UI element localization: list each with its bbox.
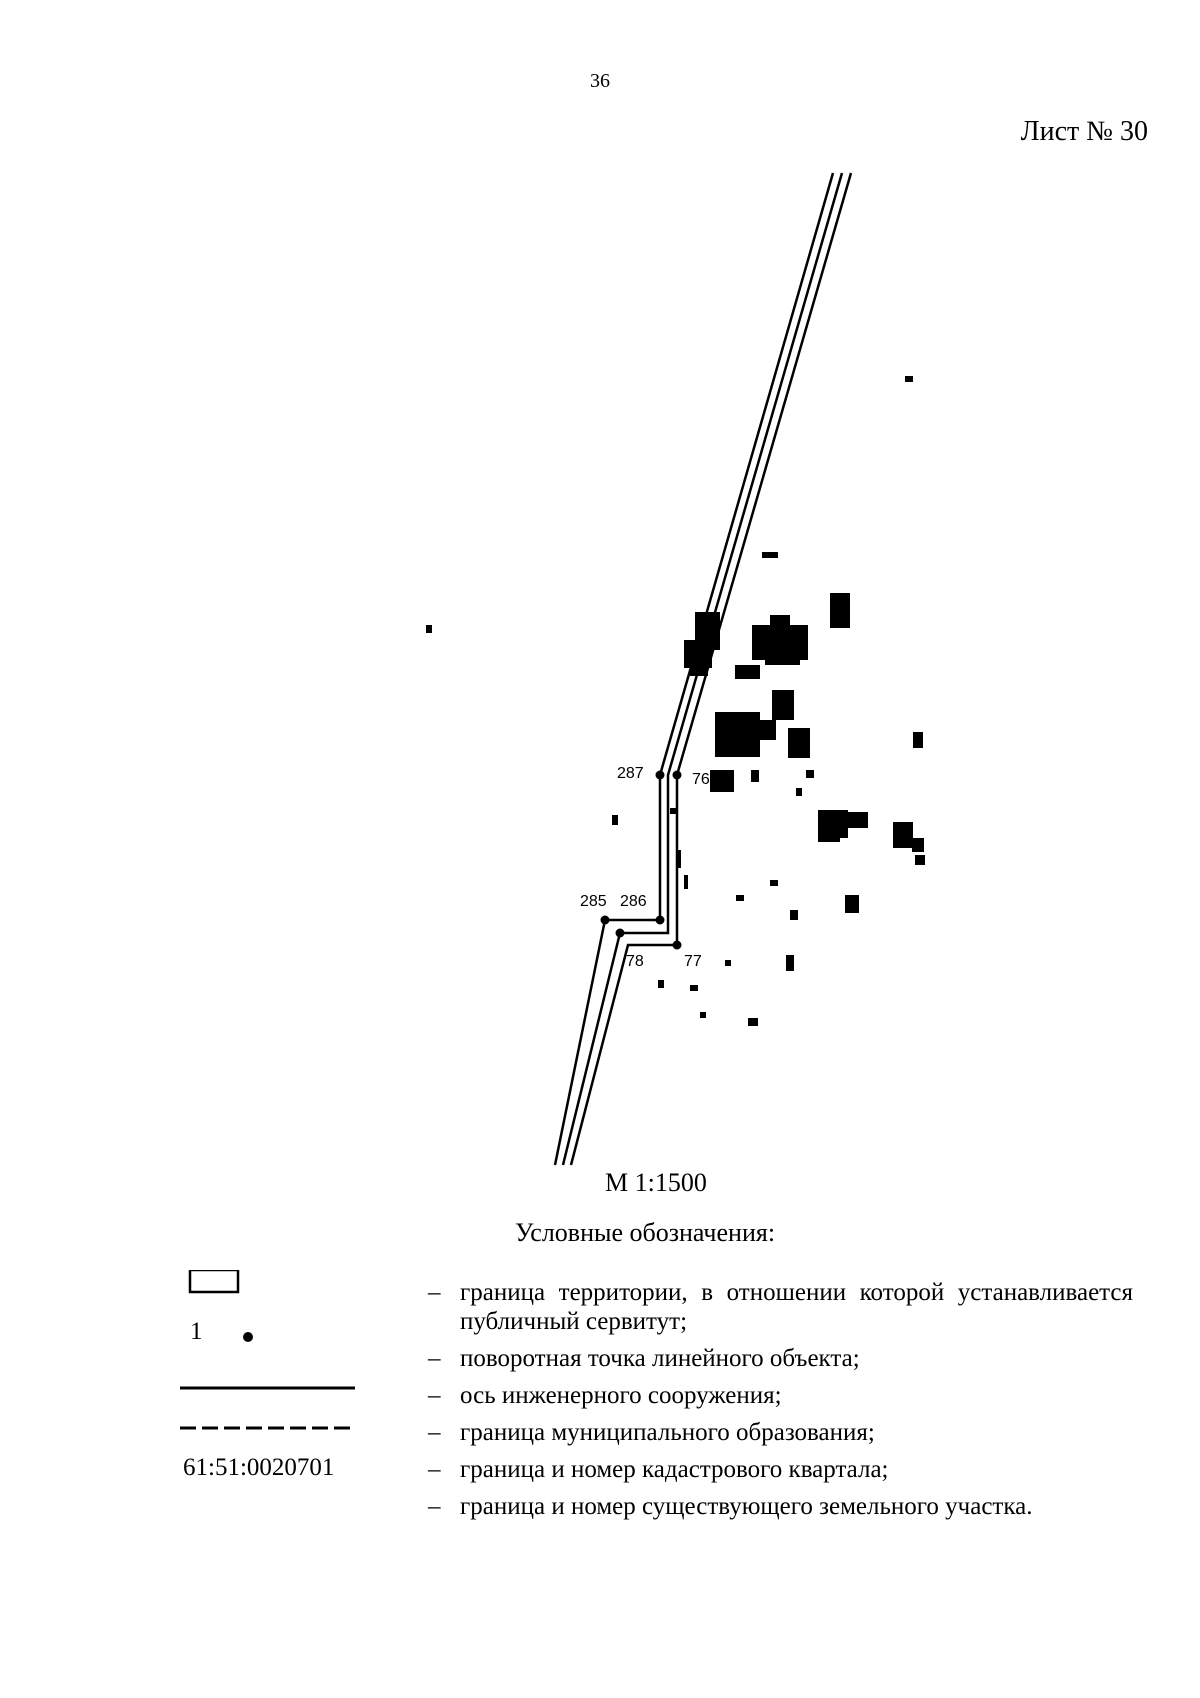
building	[736, 895, 744, 901]
legend-item-text: граница территории, в отношении которой устанавливается публичный сервитут;	[460, 1279, 1133, 1335]
turning-point-78	[616, 929, 625, 938]
building	[912, 838, 924, 852]
building	[715, 712, 760, 757]
corridor-right-line	[571, 173, 851, 1165]
legend-item	[428, 1492, 1133, 1521]
legend-dash: –	[428, 1382, 441, 1409]
building	[710, 770, 734, 792]
point-label-77: 77	[684, 953, 702, 970]
building	[690, 985, 698, 991]
legend-list	[428, 1278, 1133, 1529]
legend-servitude-boundary-icon	[190, 1270, 238, 1292]
legend-dash: –	[428, 1493, 441, 1520]
building	[786, 955, 794, 971]
legend-item-text: граница муниципального образования;	[460, 1419, 875, 1446]
legend-item	[428, 1278, 1133, 1336]
page-number: 36	[590, 70, 610, 92]
building	[700, 1012, 706, 1018]
building	[915, 855, 925, 865]
legend-dash: –	[428, 1345, 441, 1372]
point-label-76: 76	[692, 771, 710, 788]
legend-item-text: поворотная точка линейного объекта;	[460, 1345, 860, 1372]
building	[751, 770, 759, 782]
turning-point-77	[673, 941, 682, 950]
building	[806, 770, 814, 778]
building	[426, 625, 432, 633]
legend-cadastral-number: 61:51:0020701	[183, 1454, 335, 1481]
building	[735, 665, 760, 679]
building	[756, 720, 776, 740]
building	[772, 690, 794, 720]
legend-turning-point-icon	[243, 1332, 253, 1342]
building	[905, 376, 913, 382]
legend-item	[428, 1381, 1133, 1410]
legend-item-text: граница и номер существующего земельного участка.	[460, 1493, 1033, 1520]
building	[796, 788, 802, 796]
building	[770, 615, 790, 629]
legend-item	[428, 1344, 1133, 1373]
point-label-287: 287	[617, 765, 644, 782]
turning-point-286	[656, 916, 665, 925]
building	[893, 822, 913, 848]
building	[677, 850, 681, 868]
building	[790, 910, 798, 920]
building	[670, 808, 676, 814]
legend-dash: –	[428, 1419, 441, 1446]
sheet-label: Лист № 30	[1020, 116, 1148, 147]
building	[830, 593, 850, 628]
building	[770, 880, 778, 886]
legend-point-number: 1	[190, 1318, 203, 1345]
building	[658, 980, 664, 988]
buildings	[426, 376, 925, 1026]
building	[845, 895, 859, 913]
legend-item-text: ось инженерного сооружения;	[460, 1382, 782, 1409]
turning-point-76	[673, 771, 682, 780]
building	[748, 1018, 758, 1026]
turning-point-285	[601, 916, 610, 925]
map-scale: М 1:1500	[605, 1168, 707, 1197]
point-label-78: 78	[626, 953, 644, 970]
legend-symbols	[170, 1270, 370, 1530]
building	[725, 960, 731, 966]
legend-title: Условные обозначения:	[515, 1218, 776, 1247]
building	[848, 812, 868, 828]
building	[818, 828, 840, 842]
legend-dash: –	[428, 1456, 441, 1483]
building	[684, 875, 688, 889]
legend-item	[428, 1418, 1133, 1447]
building	[690, 662, 708, 676]
building	[913, 732, 923, 748]
building	[612, 815, 618, 825]
building	[762, 552, 778, 558]
building	[765, 650, 800, 665]
legend-item-text: граница и номер кадастрового квартала;	[460, 1456, 889, 1483]
legend-dash: –	[428, 1279, 441, 1306]
turning-points	[601, 771, 682, 950]
legend-item	[428, 1455, 1133, 1484]
point-label-286: 286	[620, 893, 647, 910]
point-label-285: 285	[580, 893, 607, 910]
point-labels	[580, 765, 710, 970]
turning-point-287	[656, 771, 665, 780]
building	[788, 728, 810, 758]
